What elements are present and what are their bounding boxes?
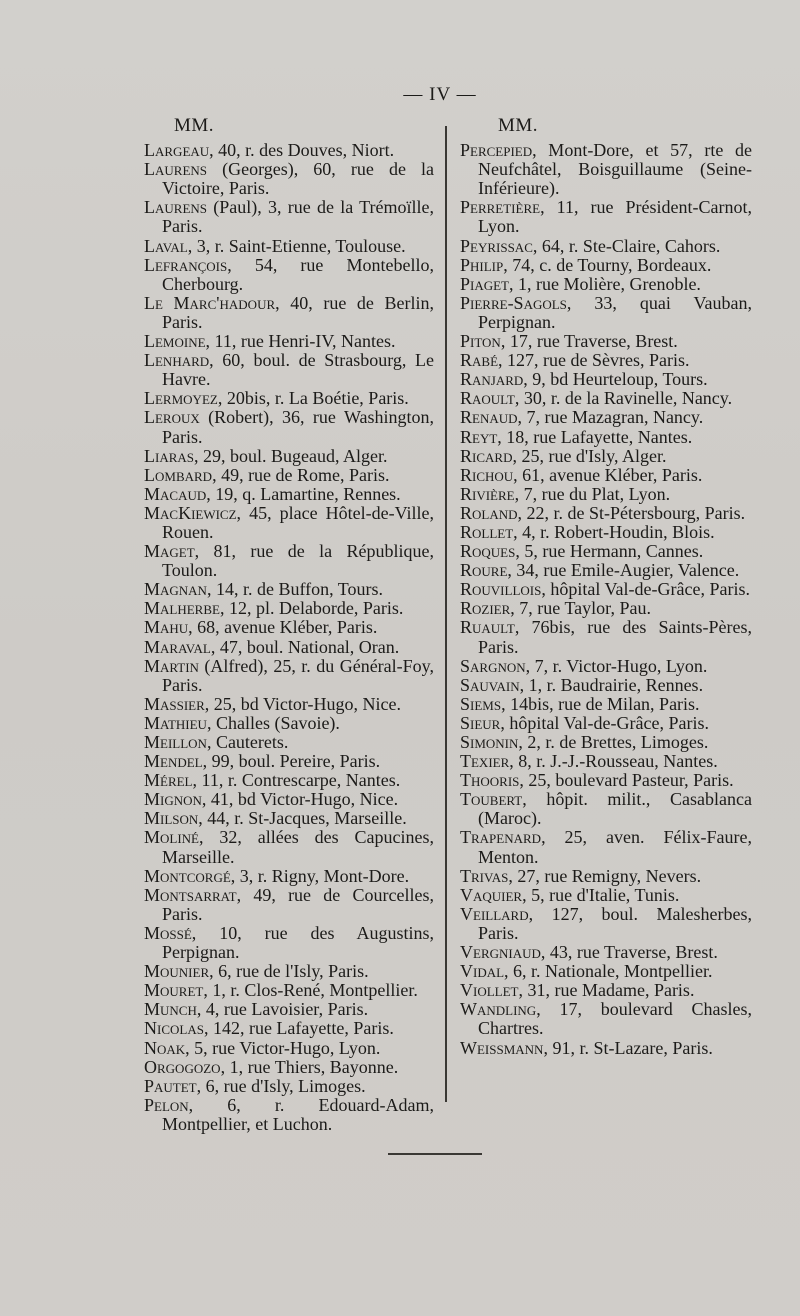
- directory-entry: [144, 752, 434, 771]
- entry-name: Mossé: [144, 922, 192, 943]
- entry-name: Macaud: [144, 483, 207, 504]
- entry-address: , 25, aven. Félix-Faure, Menton.: [478, 827, 752, 867]
- entry-address: , 4, rue Lavoisier, Paris.: [196, 999, 369, 1020]
- entry-address: , 8, r. J.-J.-Rousseau, Nantes.: [509, 751, 718, 772]
- entry-address: , 74, c. de Tourny, Bordeaux.: [503, 254, 712, 275]
- entry-name: Mathieu: [144, 712, 207, 733]
- entry-address: , 27, rue Remigny, Nevers.: [508, 865, 702, 886]
- entry-address: , 25, bd Victor-Hugo, Nice.: [204, 693, 401, 714]
- entry-address: , 3, r. Saint-Etienne, Toulouse.: [187, 235, 406, 256]
- directory-entry: [144, 657, 434, 695]
- directory-entry: [460, 886, 752, 905]
- entry-name: Sargnon: [460, 655, 526, 676]
- entry-address: , 7, rue Mazagran, Nancy.: [517, 407, 704, 428]
- directory-entry: [460, 389, 752, 408]
- entry-address: , 47, boul. National, Oran.: [210, 636, 400, 657]
- entry-name: Lemoine: [144, 331, 206, 352]
- directory-entry: [144, 294, 434, 332]
- entry-name: Mahu: [144, 617, 189, 638]
- entry-name: Reyt: [460, 426, 498, 447]
- entry-address: , 91, r. St-Lazare, Paris.: [543, 1037, 713, 1058]
- entry-name: Peyrissac: [460, 235, 533, 256]
- entry-address: , Challes (Savoie).: [206, 712, 340, 733]
- entry-address: , 60, boul. de Strasbourg, Le Havre.: [162, 350, 434, 390]
- entry-name: Munch: [144, 999, 197, 1020]
- entry-address: , 33, quai Vauban, Perpignan.: [478, 292, 752, 332]
- entry-address: , 5, rue d'Italie, Tunis.: [522, 884, 680, 905]
- directory-entry: [144, 198, 434, 236]
- entry-name: Richou: [460, 464, 514, 485]
- page-number: — IV —: [403, 84, 477, 105]
- entry-name: Toubert: [460, 789, 523, 810]
- entry-name: Roland: [460, 502, 518, 523]
- directory-entry: [460, 1039, 752, 1058]
- entry-address: , 40, r. des Douves, Niort.: [209, 140, 395, 161]
- entry-name: Meillon: [144, 732, 207, 752]
- directory-entry: [144, 695, 434, 714]
- directory-entry: [144, 867, 434, 886]
- entry-address: , 40, rue de Berlin, Paris.: [162, 292, 435, 332]
- directory-entry: [144, 160, 434, 198]
- right-column: [460, 116, 752, 1058]
- entry-list: [460, 141, 752, 1058]
- entry-address: , 49, rue de Courcelles, Paris.: [162, 884, 434, 924]
- directory-entry: [460, 237, 752, 256]
- entry-address: , 19, q. Lamartine, Rennes.: [206, 483, 401, 504]
- left-column: [144, 116, 434, 1134]
- entry-name: Malherbe: [144, 598, 220, 619]
- entry-address: , 127, boul. Malesherbes, Paris.: [478, 903, 752, 943]
- directory-entry: [460, 962, 752, 981]
- entry-address: , hôpital Val-de-Grâce, Paris.: [500, 712, 709, 733]
- entry-name: Sieur: [460, 712, 501, 733]
- entry-address: , 1, rue Molière, Grenoble.: [509, 273, 701, 294]
- directory-entry: [460, 981, 752, 1000]
- entry-address: , 7, rue Taylor, Pau.: [510, 598, 651, 619]
- entry-name: Le Marc'hadour: [144, 292, 276, 313]
- entry-name: Pelon: [144, 1094, 189, 1115]
- directory-entry: [460, 485, 752, 504]
- directory-entry: [144, 790, 434, 809]
- directory-entry: [460, 714, 752, 733]
- entry-address: , 142, rue Lafayette, Paris.: [203, 1018, 394, 1039]
- directory-entry: [144, 256, 434, 294]
- entry-address: , 99, boul. Pereire, Paris.: [202, 751, 381, 772]
- entry-address: , 20bis, r. La Boétie, Paris.: [217, 388, 409, 409]
- entry-name: Massier: [144, 693, 205, 714]
- entry-name: Veillard: [460, 903, 529, 924]
- entry-address: , hôpital Val-de-Grâce, Paris.: [541, 579, 750, 600]
- entry-address: , 5, rue Victor-Hugo, Lyon.: [185, 1037, 381, 1058]
- entry-name: Trivas: [460, 865, 509, 886]
- directory-entry: [144, 962, 434, 981]
- directory-entry: [144, 714, 434, 733]
- entry-name: Rozier: [460, 598, 511, 619]
- entry-address: , 14bis, rue de Milan, Paris.: [501, 693, 700, 714]
- entry-name: Weissmann: [460, 1037, 544, 1058]
- entry-address: , 1, r. Clos-René, Montpellier.: [203, 980, 418, 1001]
- directory-entry: [460, 771, 752, 790]
- directory-entry: [144, 924, 434, 962]
- entry-name: Noak: [144, 1037, 186, 1058]
- entry-address: , 29, boul. Bugeaud, Alger.: [194, 445, 388, 466]
- directory-entry: [460, 752, 752, 771]
- entry-address: , 10, rue des Augustins, Perpignan.: [162, 922, 434, 963]
- entry-name: Vaquier: [460, 884, 523, 905]
- entry-address: (Alfred), 25, r. du Général-Foy, Paris.: [162, 655, 434, 695]
- directory-entry: [144, 332, 434, 351]
- entry-address: , 34, rue Emile-Augier, Valence.: [507, 560, 740, 581]
- column-divider: [445, 126, 447, 1102]
- entry-name: Philip: [460, 254, 504, 275]
- entry-name: Liaras: [144, 445, 195, 466]
- entry-address: , 17, boulevard Chasles, Chartres.: [478, 999, 752, 1039]
- entry-name: Vidal: [460, 961, 505, 982]
- directory-entry: [460, 332, 752, 351]
- entry-address: , 31, rue Madame, Paris.: [518, 980, 695, 1001]
- entry-name: Largeau: [144, 140, 210, 161]
- entry-address: , 54, rue Montebello, Cherbourg.: [162, 254, 434, 294]
- entry-address: , 6, rue de l'Isly, Paris.: [209, 961, 369, 982]
- entry-name: Rabé: [460, 350, 499, 371]
- entry-address: , 25, boulevard Pasteur, Paris.: [519, 770, 734, 791]
- entry-address: , 7, rue du Plat, Lyon.: [514, 483, 671, 504]
- entry-list: [144, 141, 434, 1134]
- entry-address: , 41, bd Victor-Hugo, Nice.: [201, 789, 399, 810]
- entry-name: Ranjard: [460, 369, 524, 390]
- entry-name: Magnan: [144, 579, 207, 600]
- entry-name: Percepied: [460, 140, 533, 161]
- directory-entry: [144, 1000, 434, 1019]
- directory-entry: [460, 428, 752, 447]
- directory-entry: [144, 504, 434, 542]
- directory-entry: [144, 828, 434, 866]
- directory-entry: [460, 1000, 752, 1038]
- entry-address: , 12, pl. Delaborde, Paris.: [219, 598, 404, 619]
- entry-name: Mérel: [144, 770, 193, 791]
- entry-name: Roques: [460, 541, 516, 562]
- directory-entry: [460, 733, 752, 752]
- directory-entry: [460, 466, 752, 485]
- entry-name: Piton: [460, 331, 501, 352]
- entry-address: , 61, avenue Kléber, Paris.: [513, 464, 703, 485]
- entry-address: , Cauterets.: [206, 732, 289, 752]
- directory-entry: [144, 237, 434, 256]
- column-heading: MM.: [174, 115, 215, 136]
- entry-address: , 49, rue de Rome, Paris.: [212, 464, 390, 485]
- entry-address: , 25, rue d'Isly, Alger.: [512, 445, 667, 466]
- entry-name: Rollet: [460, 521, 514, 542]
- directory-entry: [460, 790, 752, 828]
- entry-name: Piaget: [460, 273, 509, 294]
- entry-name: Moliné: [144, 827, 199, 848]
- directory-entry: [144, 733, 434, 752]
- directory-entry: [144, 886, 434, 924]
- directory-entry: [144, 580, 434, 599]
- directory-entry: [144, 771, 434, 790]
- entry-name: Rouvillois: [460, 579, 542, 600]
- entry-name: Leroux: [144, 407, 200, 428]
- directory-entry: [144, 809, 434, 828]
- entry-name: Montsarrat: [144, 884, 237, 905]
- entry-name: Rivière: [460, 483, 515, 504]
- entry-name: Mendel: [144, 751, 203, 772]
- entry-address: (Paul), 3, rue de la Trémoïlle, Paris.: [162, 197, 434, 237]
- entry-address: , 30, r. de la Ravinelle, Nancy.: [514, 388, 733, 409]
- entry-name: Renaud: [460, 407, 518, 428]
- entry-name: Mignon: [144, 789, 202, 810]
- entry-address: , 1, rue Thiers, Bayonne.: [220, 1056, 399, 1077]
- entry-address: , 127, rue de Sèvres, Paris.: [498, 350, 690, 371]
- entry-address: , 4, r. Robert-Houdin, Blois.: [513, 521, 715, 542]
- directory-entry: [460, 198, 752, 236]
- entry-address: , 43, rue Traverse, Brest.: [540, 942, 718, 963]
- directory-entry: [144, 542, 434, 580]
- entry-address: , 6, r. Edouard-Adam, Montpellier, et Luchon.: [162, 1094, 434, 1134]
- directory-entry: [460, 657, 752, 676]
- entry-name: Roure: [460, 560, 508, 581]
- entry-name: Trapenard: [460, 827, 542, 848]
- entry-name: Nicolas: [144, 1018, 204, 1039]
- entry-address: , 64, r. Ste-Claire, Cahors.: [532, 235, 721, 256]
- entry-name: Perretière: [460, 197, 541, 218]
- directory-entry: [144, 1077, 434, 1096]
- entry-name: Montcorgé: [144, 865, 231, 886]
- directory-entry: [460, 294, 752, 332]
- directory-entry: [460, 275, 752, 294]
- entry-name: Laurens: [144, 159, 208, 180]
- directory-entry: [144, 1096, 434, 1134]
- directory-entry: [460, 408, 752, 427]
- entry-address: , 68, avenue Kléber, Paris.: [188, 617, 378, 638]
- entry-address: , 14, r. de Buffon, Tours.: [206, 579, 384, 600]
- entry-address: , 11, rue Henri-IV, Nantes.: [205, 331, 396, 352]
- directory-entry: [144, 447, 434, 466]
- entry-name: Laval: [144, 235, 188, 256]
- directory-entry: [144, 599, 434, 618]
- entry-name: Maraval: [144, 636, 211, 657]
- entry-address: , 18, rue Lafayette, Nantes.: [497, 426, 693, 447]
- entry-address: , 1, r. Baudrairie, Rennes.: [519, 674, 704, 695]
- directory-entry: [144, 485, 434, 504]
- entry-address: , 2, r. de Brettes, Limoges.: [518, 732, 709, 752]
- entry-name: Raoult: [460, 388, 515, 409]
- entry-address: , 44, r. St-Jacques, Marseille.: [198, 808, 407, 829]
- entry-name: Lermoyez: [144, 388, 218, 409]
- entry-address: (Georges), 60, rue de la Victoire, Paris.: [162, 159, 434, 199]
- directory-entry: [460, 447, 752, 466]
- directory-entry: [144, 638, 434, 657]
- entry-address: , Mont-Dore, et 57, rte de Neufchâtel, Boisguillaume (Seine-Inférieure).: [478, 140, 752, 199]
- entry-name: Pautet: [144, 1075, 197, 1096]
- entry-address: , 45, place Hôtel-de-Ville, Rouen.: [162, 502, 434, 542]
- entry-address: , 7, r. Victor-Hugo, Lyon.: [525, 655, 708, 676]
- entry-name: Lefrançois: [144, 254, 228, 275]
- directory-entry: [460, 256, 752, 275]
- entry-name: Simonin: [460, 732, 519, 752]
- entry-name: Wandling: [460, 999, 537, 1020]
- directory-entry: [144, 1039, 434, 1058]
- directory-entry: [144, 981, 434, 1000]
- directory-entry: [460, 905, 752, 943]
- directory-entry: [460, 523, 752, 542]
- entry-address: , 5, rue Hermann, Cannes.: [515, 541, 704, 562]
- directory-entry: [144, 408, 434, 446]
- entry-name: Vergniaud: [460, 942, 541, 963]
- entry-name: Mounier: [144, 961, 210, 982]
- entry-name: MacKiewicz: [144, 502, 237, 523]
- directory-entry: [144, 466, 434, 485]
- entry-address: , 76bis, rue des Saints-Pères, Paris.: [478, 617, 752, 657]
- column-heading: MM.: [498, 115, 539, 136]
- directory-entry: [460, 828, 752, 866]
- bottom-rule: [388, 1153, 482, 1155]
- directory-entry: [460, 580, 752, 599]
- directory-entry: [460, 676, 752, 695]
- directory-entry: [460, 943, 752, 962]
- directory-entry: [460, 618, 752, 656]
- entry-name: Sauvain: [460, 674, 520, 695]
- directory-entry: [460, 695, 752, 714]
- entry-name: Texier: [460, 751, 510, 772]
- entry-name: Siems: [460, 693, 502, 714]
- entry-name: Lenhard: [144, 350, 210, 371]
- directory-entry: [460, 561, 752, 580]
- directory-entry: [144, 141, 434, 160]
- directory-entry: [460, 542, 752, 561]
- entry-name: Pierre-Sagols: [460, 292, 567, 313]
- entry-name: Maget: [144, 541, 195, 562]
- entry-name: Mouret: [144, 980, 204, 1001]
- entry-address: , 6, r. Nationale, Montpellier.: [504, 961, 713, 982]
- directory-entry: [460, 504, 752, 523]
- directory-entry: [144, 389, 434, 408]
- directory-entry: [144, 1019, 434, 1038]
- entry-address: , 81, rue de la République, Toulon.: [162, 541, 434, 581]
- entry-address: , 11, r. Contrescarpe, Nantes.: [192, 770, 401, 791]
- directory-entry: [460, 141, 752, 198]
- directory-entry: [144, 351, 434, 389]
- entry-name: Laurens: [144, 197, 208, 218]
- directory-entry: [460, 370, 752, 389]
- directory-entry: [460, 599, 752, 618]
- entry-name: Thooris: [460, 770, 520, 791]
- entry-address: , hôpit. milit., Casablanca (Maroc).: [478, 789, 752, 829]
- entry-address: , 17, rue Traverse, Brest.: [500, 331, 678, 352]
- entry-name: Lombard: [144, 464, 213, 485]
- directory-entry: [144, 1058, 434, 1077]
- entry-address: , 3, r. Rigny, Mont-Dore.: [230, 865, 410, 886]
- entry-name: Ricard: [460, 445, 513, 466]
- directory-entry: [460, 867, 752, 886]
- entry-name: Viollet: [460, 980, 519, 1001]
- entry-name: Orgogozo: [144, 1056, 221, 1077]
- entry-address: , 9, bd Heurteloup, Tours.: [523, 369, 708, 390]
- entry-name: Ruault: [460, 617, 515, 638]
- entry-address: , 22, r. de St-Pétersbourg, Paris.: [517, 502, 746, 523]
- entry-address: (Robert), 36, rue Washington, Paris.: [162, 407, 434, 447]
- entry-address: , 11, rue Président-Carnot, Lyon.: [478, 197, 752, 237]
- entry-name: Martin: [144, 655, 199, 676]
- entry-address: , 32, allées des Capucines, Marseille.: [162, 827, 434, 867]
- directory-entry: [144, 618, 434, 637]
- directory-entry: [460, 351, 752, 370]
- entry-name: Milson: [144, 808, 199, 829]
- entry-address: , 6, rue d'Isly, Limoges.: [196, 1075, 366, 1096]
